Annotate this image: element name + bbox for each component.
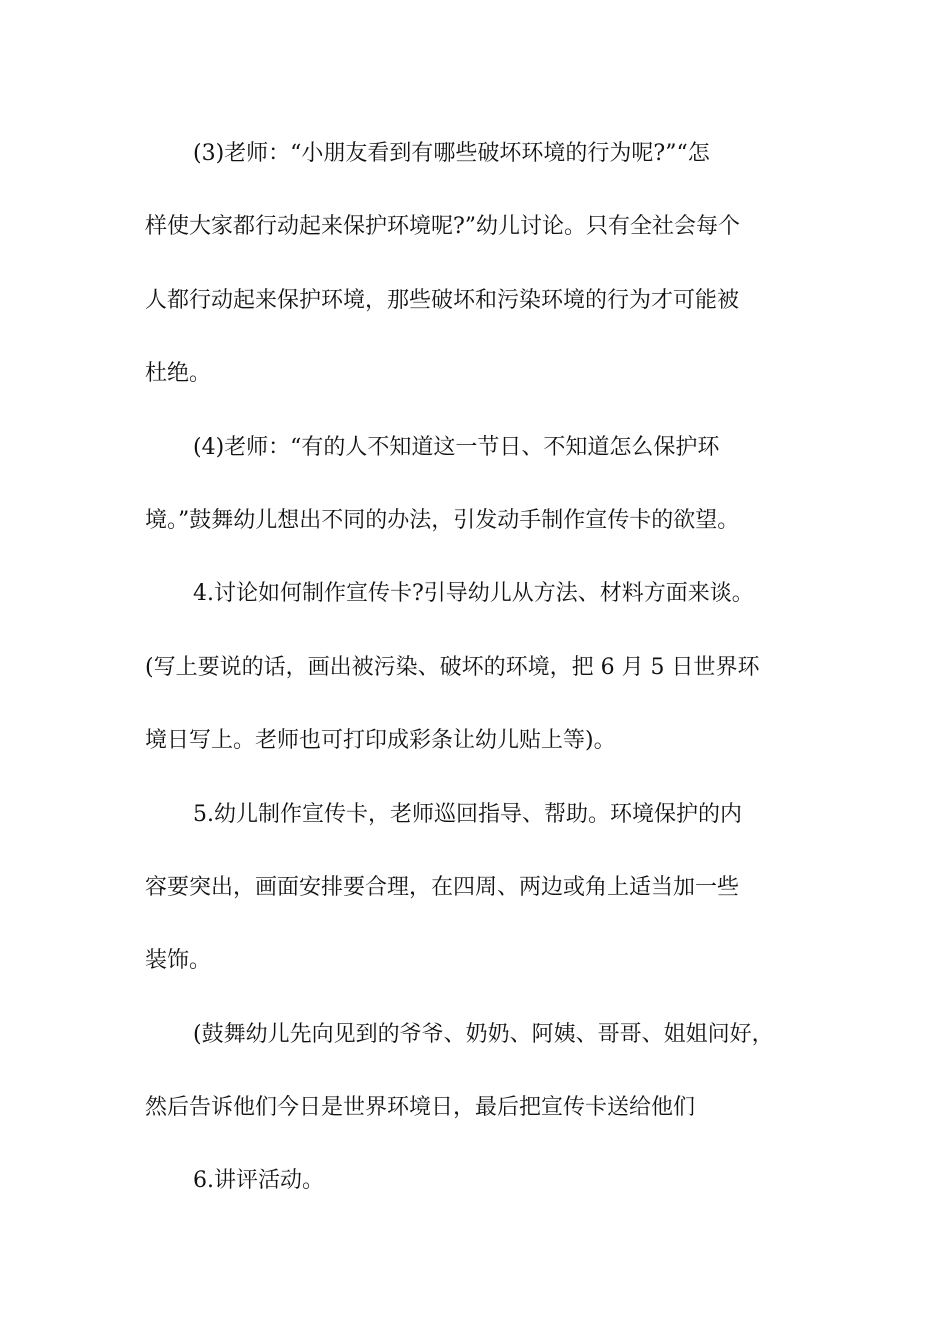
paragraph-line: 人都行动起来保护环境，那些破坏和污染环境的行为才可能被 [145, 287, 740, 313]
paragraph-line: 装饰。 [145, 948, 212, 974]
paragraph-line: 境日写上。老师也可打印成彩条让幼儿贴上等)。 [145, 728, 616, 754]
paragraph-line: 4.讨论如何制作宣传卡?引导幼儿从方法、材料方面来谈。 [193, 581, 754, 607]
paragraph-line: 6.讲评活动。 [193, 1168, 324, 1194]
paragraph-line: 境。”鼓舞幼儿想出不同的办法，引发动手制作宣传卡的欲望。 [145, 507, 740, 533]
paragraph-line: 杜绝。 [145, 361, 212, 387]
paragraph-line: 容要突出，画面安排要合理，在四周、两边或角上适当加一些 [145, 874, 740, 900]
paragraph-line: 然后告诉他们今日是世界环境日，最后把宣传卡送给他们 [145, 1095, 696, 1121]
paragraph-line: (3)老师：“小朋友看到有哪些破坏环境的行为呢?”“怎 [193, 141, 710, 166]
paragraph-line: 5.幼儿制作宣传卡，老师巡回指导、帮助。环境保护的内 [193, 801, 742, 827]
paragraph-line: (4)老师：“有的人不知道这一节日、不知道怎么保护环 [193, 434, 720, 460]
paragraph-line: 样使大家都行动起来保护环境呢?”幼儿讨论。只有全社会每个 [145, 214, 741, 240]
paragraph-line: (写上要说的话，画出被污染、破坏的环境，把 6 月 5 日世界环 [145, 654, 760, 680]
paragraph-line: (鼓舞幼儿先向见到的爷爷、奶奶、阿姨、哥哥、姐姐问好， [193, 1021, 774, 1047]
document-body [145, 131, 811, 1232]
